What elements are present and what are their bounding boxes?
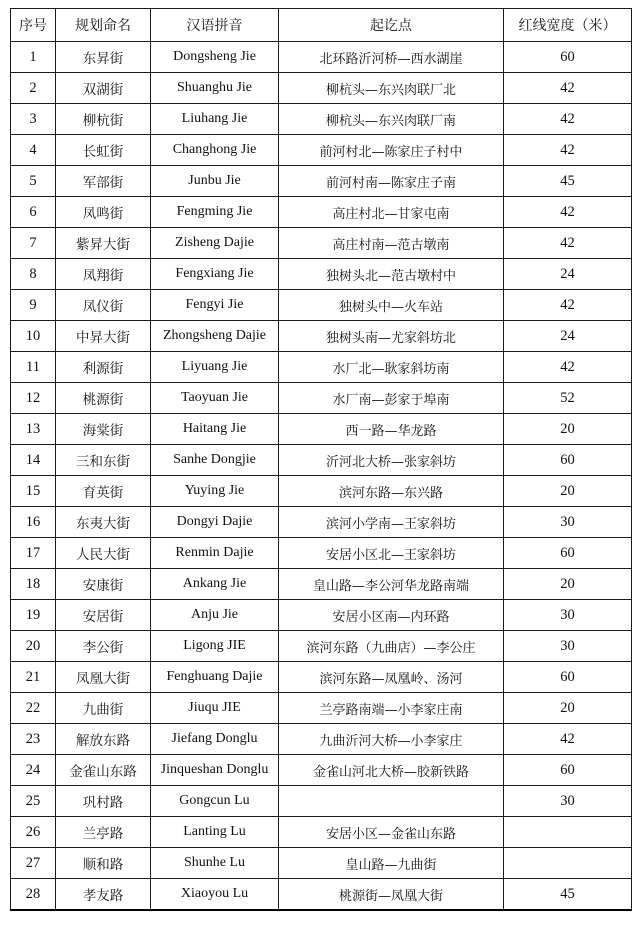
cell-serial-number: 6 (11, 197, 56, 228)
cell-red-line-width: 42 (504, 135, 632, 166)
cell-pinyin: Fengyi Jie (151, 290, 279, 321)
table-row (11, 786, 632, 817)
table-row (11, 662, 632, 693)
cell-start-end-points: 滨河东路—凤凰岭、汤河 (279, 662, 504, 693)
cell-pinyin: Jiefang Donglu (151, 724, 279, 755)
cell-pinyin: Zhongsheng Dajie (151, 321, 279, 352)
cell-planned-name: 孝友路 (56, 879, 151, 911)
cell-pinyin: Haitang Jie (151, 414, 279, 445)
cell-start-end-points: 独树头中—火车站 (279, 290, 504, 321)
cell-start-end-points: 前河村南—陈家庄子南 (279, 166, 504, 197)
cell-planned-name: 巩村路 (56, 786, 151, 817)
table-row (11, 507, 632, 538)
cell-planned-name: 凤翔街 (56, 259, 151, 290)
table-row (11, 383, 632, 414)
cell-red-line-width: 42 (504, 290, 632, 321)
cell-planned-name: 长虹街 (56, 135, 151, 166)
cell-serial-number: 13 (11, 414, 56, 445)
cell-red-line-width: 60 (504, 445, 632, 476)
cell-red-line-width: 60 (504, 538, 632, 569)
cell-planned-name: 紫昇大街 (56, 228, 151, 259)
cell-pinyin: Zisheng Dajie (151, 228, 279, 259)
cell-serial-number: 11 (11, 352, 56, 383)
cell-start-end-points: 柳杭头—东兴肉联厂北 (279, 73, 504, 104)
cell-start-end-points: 安居小区南—内环路 (279, 600, 504, 631)
cell-pinyin: Shunhe Lu (151, 848, 279, 879)
cell-red-line-width: 30 (504, 631, 632, 662)
table-row (11, 42, 632, 73)
cell-planned-name: 顺和路 (56, 848, 151, 879)
cell-planned-name: 人民大街 (56, 538, 151, 569)
table-row (11, 693, 632, 724)
cell-serial-number: 16 (11, 507, 56, 538)
cell-red-line-width: 45 (504, 166, 632, 197)
cell-planned-name: 育英街 (56, 476, 151, 507)
table-row (11, 414, 632, 445)
cell-serial-number: 21 (11, 662, 56, 693)
cell-serial-number: 27 (11, 848, 56, 879)
table-row (11, 259, 632, 290)
cell-planned-name: 九曲街 (56, 693, 151, 724)
table-row (11, 755, 632, 786)
cell-start-end-points: 独树头北—范古墩村中 (279, 259, 504, 290)
road-naming-table-container (10, 8, 632, 911)
table-row (11, 197, 632, 228)
table-row (11, 104, 632, 135)
cell-serial-number: 1 (11, 42, 56, 73)
cell-planned-name: 凤凰大街 (56, 662, 151, 693)
cell-red-line-width: 30 (504, 786, 632, 817)
cell-serial-number: 22 (11, 693, 56, 724)
table-row (11, 445, 632, 476)
cell-red-line-width: 42 (504, 228, 632, 259)
cell-pinyin: Liuhang Jie (151, 104, 279, 135)
cell-start-end-points: 皇山路—李公河华龙路南端 (279, 569, 504, 600)
cell-planned-name: 金雀山东路 (56, 755, 151, 786)
cell-serial-number: 14 (11, 445, 56, 476)
cell-start-end-points: 高庄村南—范古墩南 (279, 228, 504, 259)
cell-start-end-points (279, 786, 504, 817)
cell-start-end-points: 北环路沂河桥—西水湖崖 (279, 42, 504, 73)
header-start-end-points: 起讫点 (279, 9, 504, 42)
cell-serial-number: 20 (11, 631, 56, 662)
cell-pinyin: Gongcun Lu (151, 786, 279, 817)
cell-pinyin: Ligong JIE (151, 631, 279, 662)
table-row (11, 538, 632, 569)
cell-start-end-points: 九曲沂河大桥—小李家庄 (279, 724, 504, 755)
cell-red-line-width (504, 848, 632, 879)
cell-serial-number: 7 (11, 228, 56, 259)
table-row (11, 569, 632, 600)
cell-serial-number: 8 (11, 259, 56, 290)
cell-planned-name: 中昇大街 (56, 321, 151, 352)
table-row (11, 817, 632, 848)
cell-start-end-points: 滨河小学南—王家斜坊 (279, 507, 504, 538)
cell-planned-name: 三和东街 (56, 445, 151, 476)
table-row (11, 290, 632, 321)
cell-planned-name: 东昇街 (56, 42, 151, 73)
cell-red-line-width: 24 (504, 259, 632, 290)
cell-red-line-width: 52 (504, 383, 632, 414)
cell-red-line-width: 24 (504, 321, 632, 352)
table-row (11, 879, 632, 911)
cell-serial-number: 23 (11, 724, 56, 755)
cell-start-end-points: 水厂北—耿家斜坊南 (279, 352, 504, 383)
cell-red-line-width: 20 (504, 414, 632, 445)
cell-red-line-width: 42 (504, 352, 632, 383)
table-row (11, 166, 632, 197)
cell-pinyin: Dongsheng Jie (151, 42, 279, 73)
cell-start-end-points: 安居小区—金雀山东路 (279, 817, 504, 848)
cell-start-end-points: 柳杭头—东兴肉联厂南 (279, 104, 504, 135)
cell-red-line-width: 42 (504, 73, 632, 104)
cell-pinyin: Jiuqu JIE (151, 693, 279, 724)
cell-planned-name: 凤仪街 (56, 290, 151, 321)
cell-pinyin: Ankang Jie (151, 569, 279, 600)
cell-pinyin: Changhong Jie (151, 135, 279, 166)
cell-planned-name: 解放东路 (56, 724, 151, 755)
header-red-line-width: 红线宽度（米） (504, 9, 632, 42)
cell-planned-name: 安居街 (56, 600, 151, 631)
road-naming-table (10, 8, 632, 911)
cell-pinyin: Fengming Jie (151, 197, 279, 228)
cell-start-end-points: 独树头南—尤家斜坊北 (279, 321, 504, 352)
cell-start-end-points: 高庄村北—甘家屯南 (279, 197, 504, 228)
cell-red-line-width: 42 (504, 197, 632, 228)
cell-serial-number: 9 (11, 290, 56, 321)
cell-pinyin: Dongyi Dajie (151, 507, 279, 538)
cell-red-line-width: 20 (504, 693, 632, 724)
cell-pinyin: Fengxiang Jie (151, 259, 279, 290)
cell-start-end-points: 安居小区北—王家斜坊 (279, 538, 504, 569)
table-row (11, 321, 632, 352)
cell-red-line-width (504, 817, 632, 848)
cell-start-end-points: 桃源街—凤凰大街 (279, 879, 504, 911)
cell-planned-name: 李公街 (56, 631, 151, 662)
cell-red-line-width: 20 (504, 569, 632, 600)
cell-serial-number: 17 (11, 538, 56, 569)
table-row (11, 135, 632, 166)
cell-red-line-width: 60 (504, 755, 632, 786)
cell-serial-number: 19 (11, 600, 56, 631)
cell-serial-number: 28 (11, 879, 56, 911)
cell-planned-name: 凤鸣街 (56, 197, 151, 228)
cell-red-line-width: 60 (504, 662, 632, 693)
table-row (11, 848, 632, 879)
cell-pinyin: Yuying Jie (151, 476, 279, 507)
table-row (11, 228, 632, 259)
cell-serial-number: 18 (11, 569, 56, 600)
header-serial-number: 序号 (11, 9, 56, 42)
cell-pinyin: Jinqueshan Donglu (151, 755, 279, 786)
cell-serial-number: 26 (11, 817, 56, 848)
cell-start-end-points: 兰亭路南端—小李家庄南 (279, 693, 504, 724)
cell-start-end-points: 沂河北大桥—张家斜坊 (279, 445, 504, 476)
cell-serial-number: 15 (11, 476, 56, 507)
cell-serial-number: 10 (11, 321, 56, 352)
header-planned-name: 规划命名 (56, 9, 151, 42)
cell-pinyin: Sanhe Dongjie (151, 445, 279, 476)
cell-planned-name: 兰亭路 (56, 817, 151, 848)
cell-pinyin: Anju Jie (151, 600, 279, 631)
cell-planned-name: 双湖街 (56, 73, 151, 104)
table-row (11, 724, 632, 755)
cell-planned-name: 军部街 (56, 166, 151, 197)
cell-start-end-points: 滨河东路（九曲店）—李公庄 (279, 631, 504, 662)
cell-pinyin: Shuanghu Jie (151, 73, 279, 104)
cell-planned-name: 柳杭街 (56, 104, 151, 135)
cell-red-line-width: 42 (504, 724, 632, 755)
cell-serial-number: 5 (11, 166, 56, 197)
cell-red-line-width: 42 (504, 104, 632, 135)
cell-pinyin: Junbu Jie (151, 166, 279, 197)
table-row (11, 476, 632, 507)
table-body (11, 42, 632, 911)
cell-start-end-points: 滨河东路—东兴路 (279, 476, 504, 507)
cell-planned-name: 利源街 (56, 352, 151, 383)
cell-red-line-width: 60 (504, 42, 632, 73)
cell-red-line-width: 30 (504, 507, 632, 538)
table-row (11, 631, 632, 662)
header-pinyin: 汉语拼音 (151, 9, 279, 42)
table-row (11, 352, 632, 383)
cell-pinyin: Xiaoyou Lu (151, 879, 279, 911)
table-row (11, 600, 632, 631)
cell-pinyin: Liyuang Jie (151, 352, 279, 383)
cell-start-end-points: 前河村北—陈家庄子村中 (279, 135, 504, 166)
cell-planned-name: 安康街 (56, 569, 151, 600)
cell-red-line-width: 45 (504, 879, 632, 911)
cell-planned-name: 桃源街 (56, 383, 151, 414)
cell-start-end-points: 金雀山河北大桥—胶新铁路 (279, 755, 504, 786)
cell-serial-number: 25 (11, 786, 56, 817)
cell-pinyin: Renmin Dajie (151, 538, 279, 569)
cell-red-line-width: 30 (504, 600, 632, 631)
cell-serial-number: 24 (11, 755, 56, 786)
cell-red-line-width: 20 (504, 476, 632, 507)
cell-serial-number: 4 (11, 135, 56, 166)
table-row (11, 73, 632, 104)
cell-planned-name: 东夷大街 (56, 507, 151, 538)
cell-pinyin: Fenghuang Dajie (151, 662, 279, 693)
cell-planned-name: 海棠街 (56, 414, 151, 445)
cell-start-end-points: 西一路—华龙路 (279, 414, 504, 445)
cell-serial-number: 3 (11, 104, 56, 135)
cell-serial-number: 12 (11, 383, 56, 414)
cell-start-end-points: 皇山路—九曲街 (279, 848, 504, 879)
cell-serial-number: 2 (11, 73, 56, 104)
cell-start-end-points: 水厂南—彭家于埠南 (279, 383, 504, 414)
table-header-row (11, 9, 632, 42)
cell-pinyin: Taoyuan Jie (151, 383, 279, 414)
cell-pinyin: Lanting Lu (151, 817, 279, 848)
